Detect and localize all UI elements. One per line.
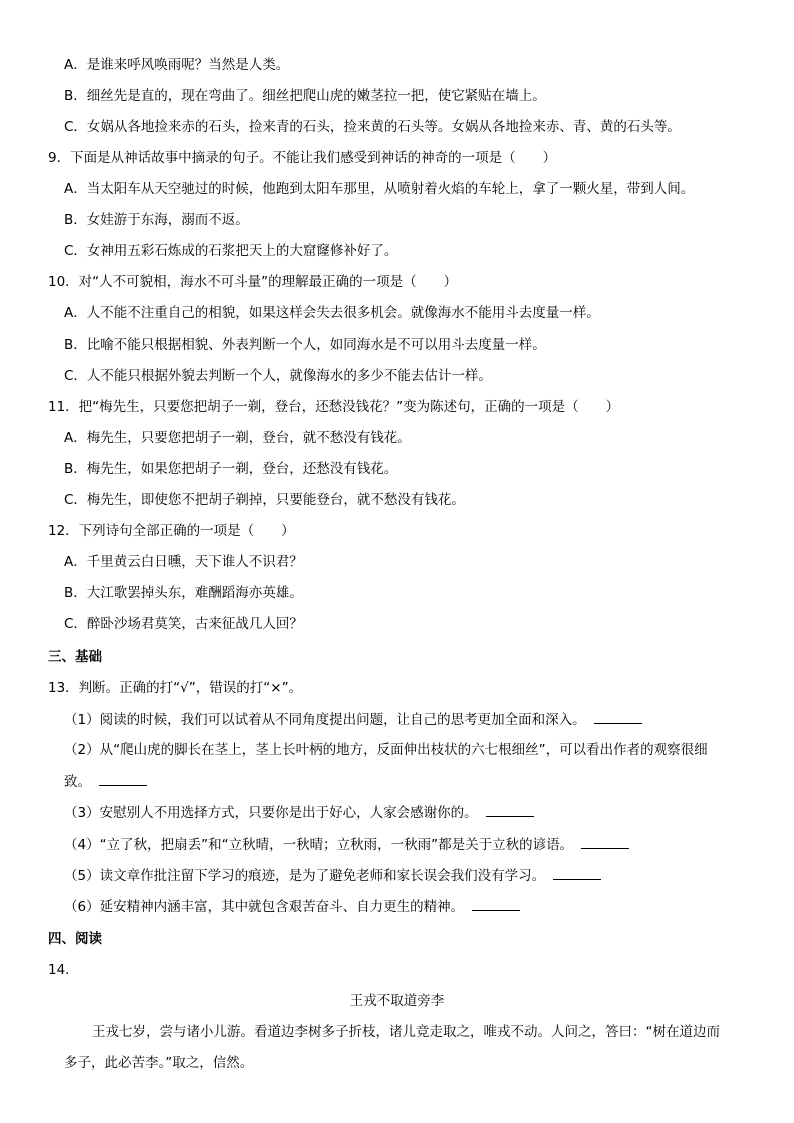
answer-blank[interactable] xyxy=(472,896,520,911)
q8-option-b: B．细丝先是直的，现在弯曲了。细丝把爬山虎的嫩茎拉一把，使它紧贴在墙上。 xyxy=(64,88,546,104)
question-14: 14． xyxy=(48,962,79,978)
q13-item-4 xyxy=(64,834,629,855)
q13-item-1-text: （1）阅读的时候，我们可以试着从不同角度提出问题，让自己的思考更加全面和深入。 xyxy=(64,712,586,728)
q13-item-1 xyxy=(64,709,642,730)
q12-option-b: B．大江歌罢掉头东，难酬蹈海亦英雄。 xyxy=(64,585,303,601)
q13-item-3 xyxy=(64,802,534,823)
section-3-heading: 三、基础 xyxy=(48,649,102,665)
q9-option-a: A．当太阳车从天空驰过的时候，他跑到太阳车那里，从喷射着火焰的车轮上，拿了一颗火星，带到人间。 xyxy=(64,181,695,197)
q12-option-c: C．醉卧沙场君莫笑，古来征战几人回？ xyxy=(64,616,303,632)
q13-item-6-text: （6）延安精神内涵丰富，其中就包含艰苦奋斗、自力更生的精神。 xyxy=(64,899,465,915)
q8-option-a: A．是谁来呼风唤雨呢？当然是人类。 xyxy=(64,57,290,73)
question-13: 13．判断。正确的打“√”，错误的打“×”。 xyxy=(48,680,303,696)
q10-option-a: A．人不能不注重自己的相貌，如果这样会失去很多机会。就像海水不能用斗去度量一样。 xyxy=(64,305,600,321)
q11-option-a: A．梅先生，只要您把胡子一剃，登台，就不愁没有钱花。 xyxy=(64,430,411,446)
question-9: 9．下面是从神话故事中摘录的句子。不能让我们感受到神话的神奇的一项是（ ） xyxy=(48,150,557,166)
q13-item-6 xyxy=(64,896,520,917)
passage-line-2: 多子，此必苦李。”取之，信然。 xyxy=(64,1055,254,1071)
q8-option-c: C．女娲从各地捡来赤的石头，捡来青的石头，捡来黄的石头等。女娲从各地捡来赤、青、黄的石头等。 xyxy=(64,119,681,135)
q10-option-b: B．比喻不能只根据相貌、外表判断一个人，如同海水是不可以用斗去度量一样。 xyxy=(64,337,546,353)
q10-option-c: C．人不能只根据外貌去判断一个人，就像海水的多少不能去估计一样。 xyxy=(64,368,492,384)
q9-option-c: C．女神用五彩石炼成的石浆把天上的大窟窿修补好了。 xyxy=(64,243,398,259)
q13-item-2-cont xyxy=(64,771,147,792)
q9-option-b: B．女娃游于东海，溺而不返。 xyxy=(64,212,249,228)
answer-blank[interactable] xyxy=(594,709,642,724)
passage-title: 王戎不取道旁李 xyxy=(349,993,445,1009)
question-12: 12．下列诗句全部正确的一项是（ ） xyxy=(48,523,295,539)
section-4-heading: 四、阅读 xyxy=(48,931,102,947)
q13-item-5 xyxy=(64,865,601,886)
q13-item-5-text: （5）读文章作批注留下学习的痕迹，是为了避免老师和家长误会我们没有学习。 xyxy=(64,868,546,884)
q13-item-2-text: 致。 xyxy=(64,774,91,790)
answer-blank[interactable] xyxy=(486,802,534,817)
q13-item-3-text: （3）安慰别人不用选择方式，只要你是出于好心，人家会感谢你的。 xyxy=(64,805,478,821)
answer-blank[interactable] xyxy=(553,865,601,880)
passage-line-1: 王戎七岁，尝与诸小儿游。看道边李树多子折枝，诸儿竞走取之，唯戎不动。人问之，答曰：“树在道边而 xyxy=(92,1024,720,1040)
q13-item-4-text: （4）“立了秋，把扇丢”和“立秋晴，一秋晴；立秋雨，一秋雨”都是关于立秋的谚语。 xyxy=(64,837,574,853)
question-10: 10．对“人不可貌相，海水不可斗量”的理解最正确的一项是（ ） xyxy=(48,274,458,290)
q11-option-c: C．梅先生，即使您不把胡子剃掉，只要能登台，就不愁没有钱花。 xyxy=(64,492,465,508)
q13-item-2: （2）从“爬山虎的脚长在茎上，茎上长叶柄的地方，反面伸出枝状的六七根细丝”，可以看出作者的观察很细 xyxy=(64,742,708,758)
answer-blank[interactable] xyxy=(99,771,147,786)
q11-option-b: B．梅先生，如果您把胡子一剃，登台，还愁没有钱花。 xyxy=(64,461,398,477)
q12-option-a: A．千里黄云白日曛，天下谁人不识君？ xyxy=(64,554,303,570)
question-11: 11．把“梅先生，只要您把胡子一剃，登台，还愁没钱花？”变为陈述句，正确的一项是（ ） xyxy=(48,399,620,415)
answer-blank[interactable] xyxy=(581,834,629,849)
